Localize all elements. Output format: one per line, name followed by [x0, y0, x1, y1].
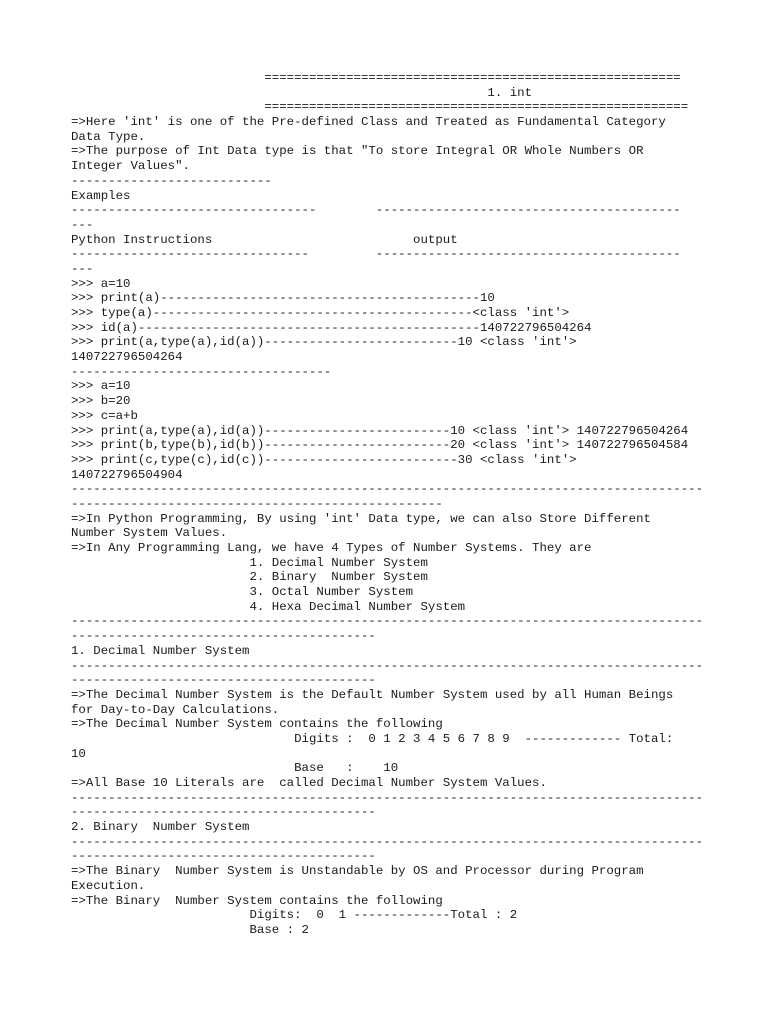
text-line: Execution.: [71, 878, 146, 893]
header-rule-top: ========================================================: [71, 71, 681, 85]
text-line: =>The purpose of Int Data type is that "To store Integral OR Whole Numbers OR: [71, 144, 644, 159]
divider-line: -------------------------------- -----------------------------------------: [71, 247, 681, 262]
list-item: 4. Hexa Decimal Number System: [71, 599, 466, 614]
divider-line: -------------------------------------------------------------------------------------: [71, 834, 704, 849]
section-title: 1. int: [71, 85, 533, 100]
section-heading: 2. Binary Number System: [71, 820, 250, 835]
text-line: =>In Any Programming Lang, we have 4 Types of Number Systems. They are: [71, 541, 592, 555]
code-line: >>> print(b,type(b),id(b))-------------------------20 <class 'int'> 140722796504584: [71, 438, 689, 453]
divider-line: -------------------------------------------------------------------------------------: [71, 482, 704, 497]
section-heading: 1. Decimal Number System: [71, 643, 250, 658]
divider-line: -------------------------------------------------------------------------------------: [71, 790, 704, 805]
code-line: >>> c=a+b: [71, 408, 138, 423]
text-line: =>Here 'int' is one of the Pre-defined Class and Treated as Fundamental Category: [71, 115, 666, 130]
text-line: Base : 10: [71, 761, 399, 776]
text-line: =>The Binary Number System contains the following: [71, 893, 443, 908]
text-line: Number System Values.: [71, 526, 228, 541]
code-line: 140722796504264: [71, 350, 183, 365]
code-line: >>> a=10: [71, 276, 131, 291]
code-line: 140722796504904: [71, 467, 183, 482]
list-item: 2. Binary Number System: [71, 570, 428, 585]
text-line: 10: [71, 746, 86, 761]
divider-line: -----------------------------------: [71, 364, 332, 379]
text-line: Digits: 0 1 -------------Total : 2: [71, 908, 518, 923]
divider-line: -----------------------------------------: [71, 673, 376, 688]
text-line: =>The Decimal Number System is the Default Number System used by all Human Beings: [71, 687, 674, 702]
code-line: >>> b=20: [71, 394, 131, 409]
text-line: Base : 2: [71, 922, 309, 937]
document-page: [71, 71, 731, 938]
divider-line: -------------------------------------------------------------------------------------: [71, 658, 704, 673]
divider-line: ---------------------------: [71, 173, 272, 188]
list-item: 3. Octal Number System: [71, 585, 414, 600]
code-line: >>> print(c,type(c),id(c))--------------------------30 <class 'int'>: [71, 452, 577, 467]
divider-line: --------------------------------- -----------------------------------------: [71, 203, 681, 218]
divider-line: -------------------------------------------------------------------------------------: [71, 614, 704, 629]
column-headers: Python Instructions output: [71, 232, 458, 247]
code-line: >>> print(a)-------------------------------------------10: [71, 291, 495, 306]
text-line: =>All Base 10 Literals are called Decimal Number System Values.: [71, 776, 547, 790]
code-line: >>> id(a)----------------------------------------------140722796504264: [71, 320, 592, 335]
header-rule-bottom: =========================================================: [71, 100, 689, 115]
divider-line: --------------------------------------------------: [71, 496, 443, 511]
text-line: =>The Decimal Number System contains the following: [71, 717, 443, 732]
code-line: >>> a=10: [71, 379, 131, 394]
divider-line: -----------------------------------------: [71, 805, 376, 820]
divider-line: -----------------------------------------: [71, 849, 376, 864]
text-line: Data Type.: [71, 129, 146, 144]
text-line: =>The Binary Number System is Unstandable by OS and Processor during Program: [71, 864, 644, 879]
divider-line: ---: [71, 217, 94, 232]
text-line: Integer Values".: [71, 159, 190, 174]
code-line: >>> type(a)-------------------------------------------<class 'int'>: [71, 306, 570, 320]
divider-line: -----------------------------------------: [71, 629, 376, 644]
divider-line: ---: [71, 261, 94, 276]
text-line: for Day-to-Day Calculations.: [71, 702, 280, 717]
examples-heading: Examples: [71, 188, 131, 203]
code-line: >>> print(a,type(a),id(a))--------------------------10 <class 'int'>: [71, 335, 577, 350]
text-line: =>In Python Programming, By using 'int' Data type, we can also Store Different: [71, 511, 651, 526]
text-line: Digits : 0 1 2 3 4 5 6 7 8 9 ------------- Total:: [71, 731, 674, 746]
code-line: >>> print(a,type(a),id(a))-------------------------10 <class 'int'> 140722796504264: [71, 423, 689, 438]
list-item: 1. Decimal Number System: [71, 555, 428, 570]
